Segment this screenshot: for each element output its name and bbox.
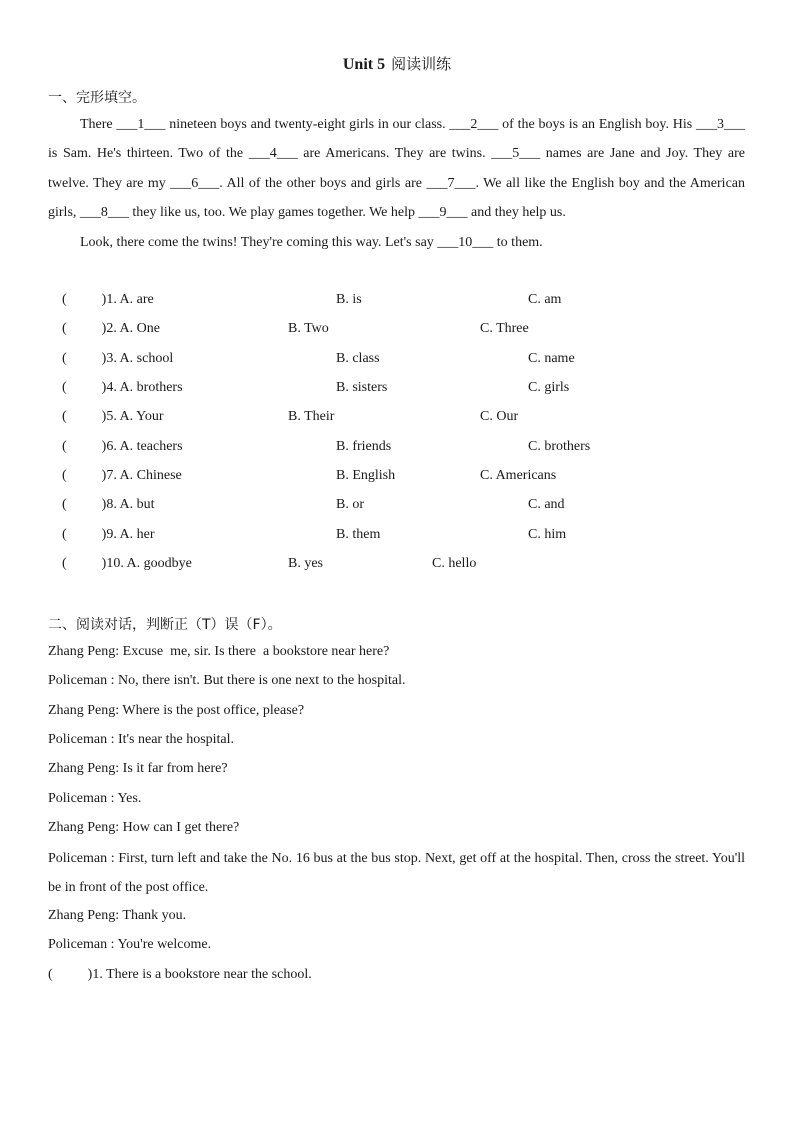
q8-option-c: C. and (528, 497, 565, 512)
q10-option-a: ( )10. A. goodbye (62, 556, 192, 571)
q1-option-a: ( )1. A. are (62, 292, 154, 307)
dialogue-line: Zhang Peng: Is it far from here? (48, 761, 228, 776)
tf-question-1: ( )1. There is a bookstore near the school. (48, 967, 312, 982)
q4-option-b: B. sisters (336, 380, 388, 395)
q1-option-b: B. is (336, 292, 362, 307)
q2-option-c: C. Three (480, 321, 529, 336)
q2-option-a: ( )2. A. One (62, 321, 160, 336)
cloze-paragraph-2: Look, there come the twins! They're coming this way. Let's say ___10___ to them. (80, 234, 543, 250)
page-title (0, 53, 794, 74)
title-chinese: 阅读训练 (391, 55, 452, 73)
dialogue-line-long (48, 844, 745, 903)
dialogue-line: Zhang Peng: Thank you. (48, 908, 187, 923)
cloze-paragraph-1: There ___1___ nineteen boys and twenty-eight girls in our class. ___2___ of the boys is an English boy. His ___3___ is Sam. He's thirteen. Two of the ___4___ are Americans. They are twins. ___5___ names are Jane and Joy. They are twelve. They are my ___6___. All of the other boys and girls are ___7___. We all like the English boy and the American girls, ___8___ they like us, too. We play games together. We help ___9___ and they help us. (48, 117, 745, 221)
q8-option-b: B. or (336, 497, 364, 512)
q5-option-c: C. Our (480, 409, 519, 424)
q10-option-c: C. hello (432, 556, 477, 571)
cloze-passage (48, 110, 745, 257)
dialogue-line: Policeman : No, there isn't. But there is one next to the hospital. (48, 673, 406, 688)
q1-option-c: C. am (528, 292, 562, 307)
section2-heading: 二、阅读对话，判断正（T）误（F）。 (48, 617, 282, 633)
q9-option-b: B. them (336, 527, 381, 542)
q6-option-a: ( )6. A. teachers (62, 439, 183, 454)
q5-option-b: B. Their (288, 409, 335, 424)
q9-option-a: ( )9. A. her (62, 527, 155, 542)
dialogue-line: Policeman : First, turn left and take the No. 16 bus at the bus stop. Next, get off at the hospital. Then, cross the street. You'll be in front of the post office. (48, 851, 745, 896)
dialogue-line: Zhang Peng: Where is the post office, please? (48, 703, 305, 718)
q9-option-c: C. him (528, 527, 567, 542)
q7-option-b: B. English (336, 468, 396, 483)
dialogue-line: Policeman : It's near the hospital. (48, 732, 235, 747)
dialogue-line: Zhang Peng: Excuse me, sir. Is there a bookstore near here? (48, 644, 390, 659)
q3-option-a: ( )3. A. school (62, 351, 174, 366)
q10-option-b: B. yes (288, 556, 323, 571)
q3-option-b: B. class (336, 351, 380, 366)
q5-option-a: ( )5. A. Your (62, 409, 164, 424)
dialogue-line: Zhang Peng: How can I get there? (48, 820, 240, 835)
section1-heading: 一、完形填空。 (48, 90, 146, 106)
dialogue-line: Policeman : You're welcome. (48, 937, 212, 952)
q4-option-c: C. girls (528, 380, 570, 395)
title-unit: Unit 5 (342, 56, 386, 73)
q6-option-c: C. brothers (528, 439, 591, 454)
q7-option-c: C. Americans (480, 468, 557, 483)
q2-option-b: B. Two (288, 321, 329, 336)
dialogue-line: Policeman : Yes. (48, 791, 142, 806)
q3-option-c: C. name (528, 351, 575, 366)
q4-option-a: ( )4. A. brothers (62, 380, 183, 395)
q7-option-a: ( )7. A. Chinese (62, 468, 182, 483)
q8-option-a: ( )8. A. but (62, 497, 155, 512)
q6-option-b: B. friends (336, 439, 392, 454)
